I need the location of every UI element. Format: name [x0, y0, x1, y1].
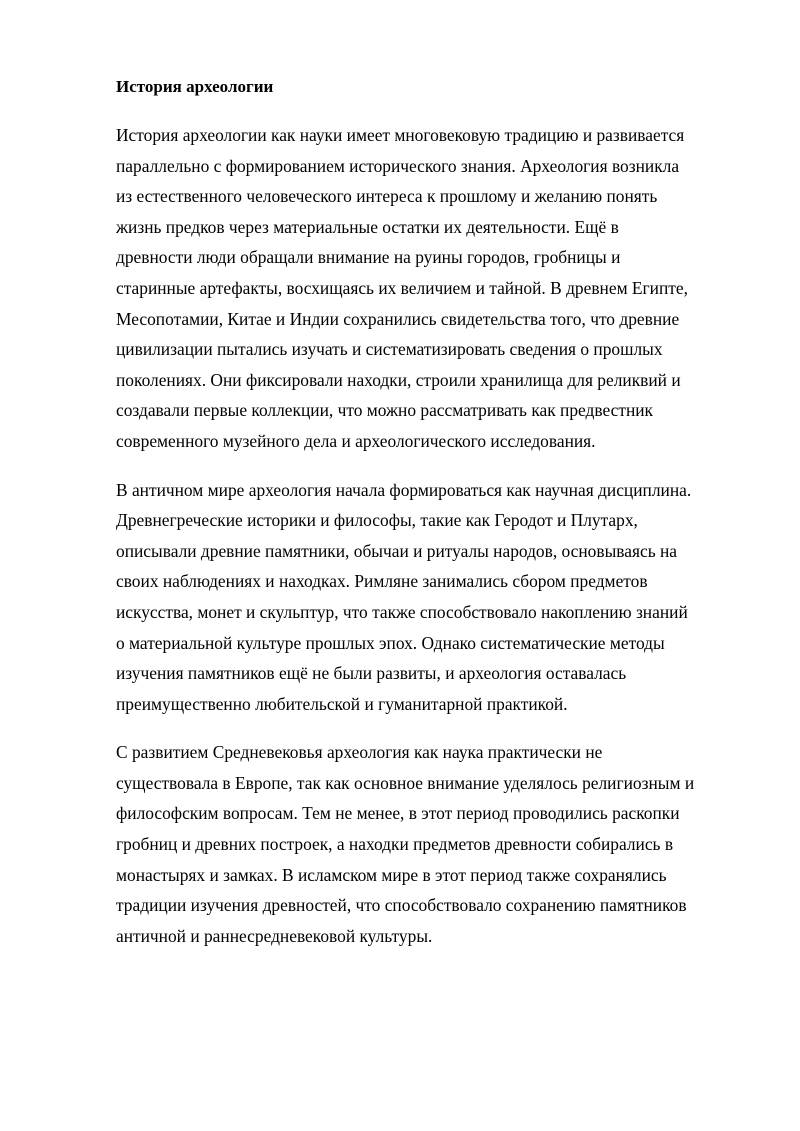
paragraph-line: античной и раннесредневековой культуры. [116, 925, 433, 946]
paragraph-line: традиции изучения древностей, что способствовало сохранению памятников [116, 895, 687, 916]
paragraph-line: С развитием Средневековья археология как наука практически не [116, 742, 603, 763]
paragraph-line: о материальной культуре прошлых эпох. Однако систематические методы [116, 632, 665, 653]
document-title: История археологии [116, 77, 274, 96]
paragraph-line: существовала в Европе, так как основное внимание уделялось религиозным и [116, 772, 695, 793]
paragraph-line: древности люди обращали внимание на руины городов, гробницы и [116, 247, 621, 268]
paragraph-line: цивилизации пытались изучать и систематизировать сведения о прошлых [116, 339, 663, 360]
paragraph-line: искусства, монет и скульптур, что также способствовало накоплению знаний [116, 601, 688, 622]
paragraph-line: из естественного человеческого интереса к прошлому и желанию понять [116, 186, 658, 207]
paragraph-line: изучения памятников ещё не были развиты, и археология оставалась [116, 663, 627, 684]
paragraph-2 [116, 475, 746, 720]
document-body [116, 72, 746, 969]
paragraph-line: История археологии как науки имеет многовековую традицию и развивается [116, 125, 685, 145]
paragraph-3 [116, 737, 746, 951]
paragraph-1 [116, 120, 746, 457]
paragraph-line: описывали древние памятники, обычаи и ритуалы народов, основываясь на [116, 540, 678, 561]
paragraph-line: философским вопросам. Тем не менее, в этот период проводились раскопки [116, 803, 680, 824]
paragraph-line: монастырях и замках. В исламском мире в этот период также сохранялись [116, 864, 667, 885]
paragraph-line: преимущественно любительской и гуманитарной практикой. [116, 693, 568, 714]
paragraph-line: создавали первые коллекции, что можно рассматривать как предвестник [116, 400, 654, 421]
paragraph-line: современного музейного дела и археологического исследования. [116, 430, 596, 451]
paragraph-line: гробниц и древних построек, а находки предметов древности собирались в [116, 834, 674, 855]
paragraph-line: своих наблюдениях и находках. Римляне занимались сбором предметов [116, 571, 648, 592]
paragraph-line: В античном мире археология начала формироваться как научная дисциплина. [116, 479, 692, 500]
paragraph-line: параллельно с формированием исторического знания. Археология возникла [116, 155, 680, 176]
paragraph-line: Древнегреческие историки и философы, такие как Геродот и Плутарх, [116, 510, 638, 531]
paragraph-line: жизнь предков через материальные остатки их деятельности. Ещё в [116, 216, 619, 237]
paragraph-line: старинные артефакты, восхищаясь их величием и тайной. В древнем Египте, [116, 277, 688, 298]
paragraph-line: поколениях. Они фиксировали находки, строили хранилища для реликвий и [116, 369, 681, 390]
paragraph-line: Месопотамии, Китае и Индии сохранились свидетельства того, что древние [116, 308, 680, 329]
